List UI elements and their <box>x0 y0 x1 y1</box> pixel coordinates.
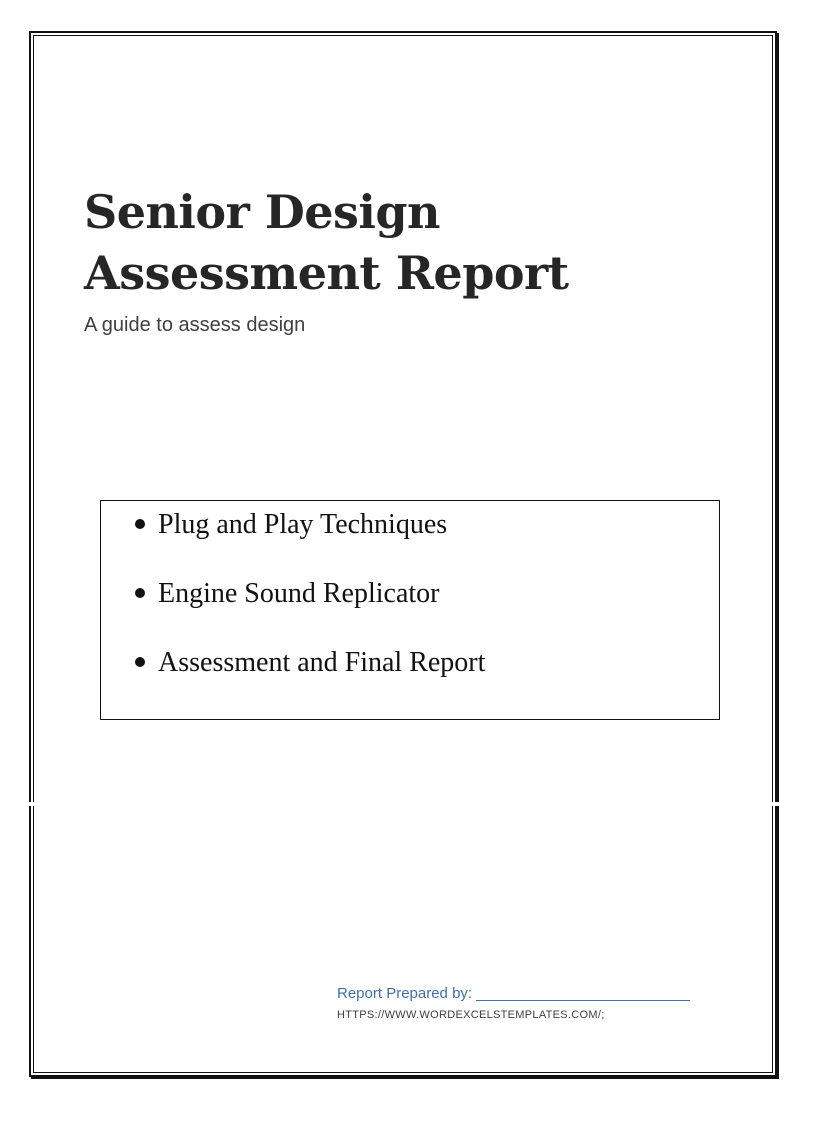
document-title: Senior Design Assessment Report <box>84 185 569 300</box>
document-subtitle: A guide to assess design <box>84 314 306 336</box>
topics-box <box>100 500 720 720</box>
topic-label: Plug and Play Techniques <box>158 509 448 540</box>
topic-item <box>135 509 447 541</box>
page-border-gap-left <box>28 802 36 806</box>
topic-item <box>135 647 485 679</box>
topic-label: Engine Sound Replicator <box>158 578 440 609</box>
page-border-gap-right <box>771 802 779 806</box>
prepared-by-label: Report Prepared by: <box>337 985 473 1002</box>
topic-label: Assessment and Final Report <box>158 647 486 678</box>
prepared-by <box>337 984 690 1004</box>
prepared-by-signature-line[interactable] <box>476 999 690 1001</box>
bullet-icon <box>135 588 145 598</box>
topic-item <box>135 578 440 610</box>
source-url: HTTPS://WWW.WORDEXCELSTEMPLATES.COM/; <box>337 1009 605 1021</box>
bullet-icon <box>135 657 145 667</box>
bullet-icon <box>135 519 145 529</box>
